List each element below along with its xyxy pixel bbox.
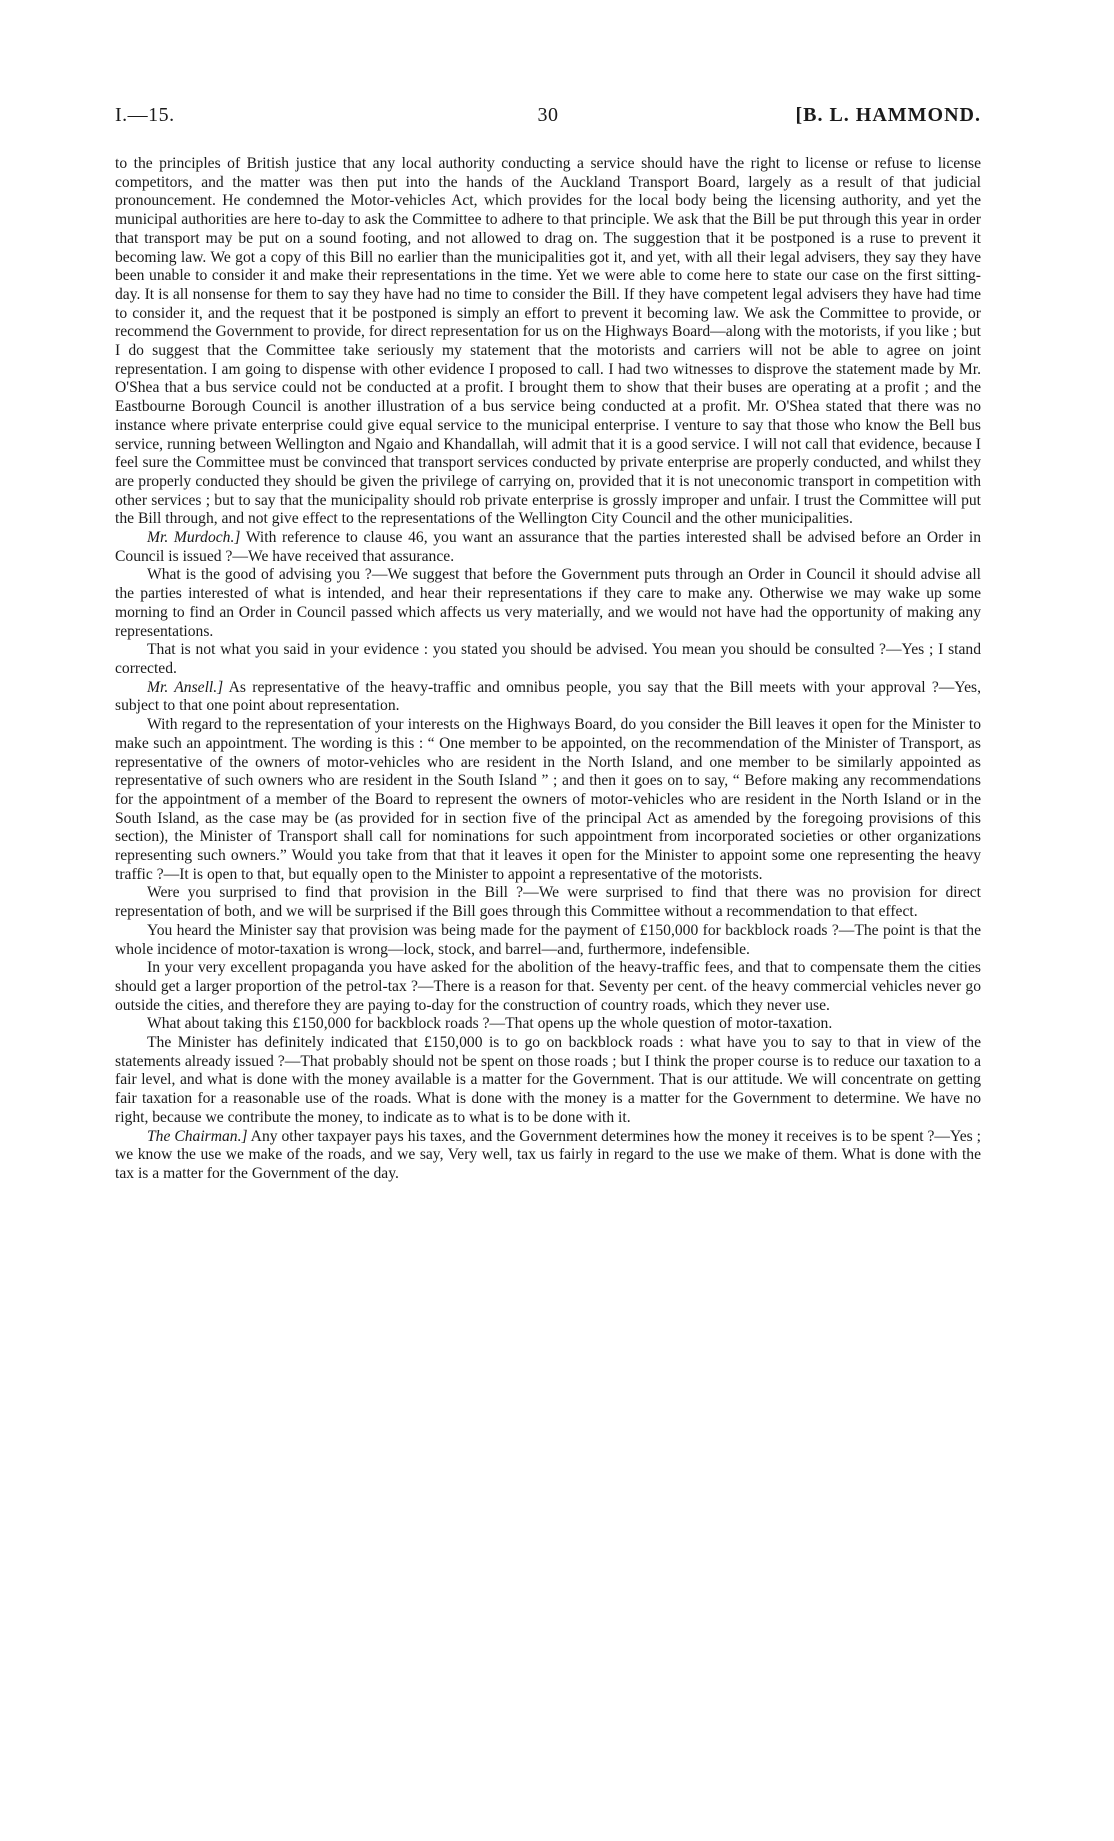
speaker-label: Mr. Murdoch.]: [147, 529, 241, 547]
paragraph-continuation: [115, 155, 981, 529]
paragraph: [115, 1034, 981, 1128]
paragraph: [115, 679, 981, 716]
paragraph: [115, 922, 981, 959]
paragraph: [115, 1128, 981, 1184]
speaker-label: The Chairman.]: [147, 1127, 248, 1145]
paragraph: [115, 529, 981, 566]
paragraph-text: What is the good of advising you ?—We suggest that before the Government puts through an Order in Council it should advise all the parties interested of what is intended, and hear their representations if they care to make any. Otherwise we may wake up some morning to find an Order in Council passed which affects us very materially, and we would not have had the opportunity of making any representations.: [115, 566, 981, 640]
paragraph-text: Any other taxpayer pays his taxes, and the Government determines how the money it receives is to be spent ?—Yes ; we know the use we make of the roads, and we say, Very well, tax us fairly in regard to the use we make of them. What is done with the tax is a matter for the Government of the day.: [115, 1127, 981, 1182]
paragraph: [115, 959, 981, 1015]
witness-name: [B. L. HAMMOND.: [795, 104, 981, 126]
parliamentary-paper-number: I.—15.: [115, 104, 175, 126]
running-header: [115, 104, 981, 134]
paragraph: [115, 641, 981, 678]
speaker-label: Mr. Ansell.]: [147, 678, 224, 696]
paragraph: [115, 716, 981, 884]
paragraph-text: With regard to the representation of your interests on the Highways Board, do you consider the Bill leaves it open for the Minister to make such an appointment. The wording is this : “ One member to be appointed, on the recommendation of the Minister of Transport, as representative of the owners of motor-vehicles who are resident in the North Island, and one member to be similarly appointed as representative of such owners who are resident in the South Island ” ; and then it goes on to say, “ Before making any recommendations for the appointment of a member of the Board to represent the owners of motor-vehicles who are resident in the North Island or in the South Island, as the case may be (as provided for in section five of the principal Act as amended by the foregoing provisions of this section), the Minister of Transport shall call for nominations for such appointment from incorporated societies or other organizations representing such owners.” Would you take from that that it leaves it open for the Minister to appoint some one representing the heavy traffic ?—It is open to that, but equally open to the Minister to appoint a representative of the motorists.: [115, 716, 981, 883]
paragraph: [115, 566, 981, 641]
paragraph: [115, 884, 981, 921]
paragraph-text: to the principles of British justice that any local authority conducting a service should have the right to license or refuse to license competitors, and the matter was then put into the hands of the Auckland Transport Board, largely as a result of that judicial pronouncement. He condemned the Motor-vehicles Act, which provides for the local body being the licensing authority, and yet the municipal authorities are here to-day to ask the Committee to adhere to that principle. We ask that the Bill be put through this year in order that transport may be put on a sound footing, and not allowed to drag on. The suggestion that it be postponed is a ruse to prevent it becoming law. We got a copy of this Bill no earlier than the municipalities got it, and yet, with all their legal advisers, they say they have been unable to consider it and make their representations in the time. Yet we were able to come here to state our case on the first sitting-day. It is all nonsense for them to say they have had no time to consider the Bill. If they have competent legal advisers they have had time to consider it, and the request that it be postponed is simply an effort to prevent it becoming law. We ask the Committee to provide, or recommend the Government to provide, for direct representation for us on the Highways Board—along with the motorists, if you like ; but I do suggest that the Committee take seriously my statement that the motorists and carriers will not be able to agree on joint representation. I am going to dispense with other evidence I proposed to call. I had two witnesses to disprove the statement made by Mr. O'Shea that a bus service could not be conducted at a profit. I brought them to show that their buses are operating at a profit ; and the Eastbourne Borough Council is another illustration of a bus service being conducted at a profit. Mr. O'Shea stated that there was no instance where private enterprise could give equal service to the municipal enterprise. I venture to say that those who know the Bell bus service, running between Wellington and Ngaio and Khandallah, will admit that it is a good service. I will not call that evidence, because I feel sure the Committee must be convinced that transport services conducted by private enterprise are properly conducted, and whilst they are properly conducted they should be given the privilege of carrying on, provided that it is not uneconomic transport in competition with other services ; but to say that the municipality should rob private enterprise is grossly improper and unfair. I trust the Committee will put the Bill through, and not give effect to the representations of the Wellington City Council and the other municipalities.: [115, 155, 981, 528]
paragraph-text: With reference to clause 46, you want an assurance that the parties interested shall be advised before an Order in Council is issued ?—We have received that assurance.: [115, 529, 981, 565]
page-number: 30: [537, 104, 559, 126]
paragraph-text: The Minister has definitely indicated that £150,000 is to go on backblock roads : what have you to say to that in view of the statements already issued ?—That probably should not be spent on those roads ; but I think the proper course is to reduce our taxation to a fair level, and what is done with the money available is a matter for the Government. That is our attitude. We will concentrate on getting fair taxation for a reasonable use of the roads. What is done with the money is a matter for the Government to determine. We have no right, because we contribute the money, to indicate as to what is to be done with it.: [115, 1034, 981, 1126]
paragraph-text: In your very excellent propaganda you have asked for the abolition of the heavy-traffic fees, and that to compensate them the cities should get a larger proportion of the petrol-tax ?—There is a reason for that. Seventy per cent. of the heavy commercial vehicles never go outside the cities, and therefore they are paying to-day for the construction of country roads, which they never use.: [115, 959, 981, 1014]
paragraph-text: Were you surprised to find that provision in the Bill ?—We were surprised to find that there was no provision for direct representation of both, and we will be surprised if the Bill goes through this Committee without a recommendation to that effect.: [115, 884, 981, 921]
paragraph-text: You heard the Minister say that provision was being made for the payment of £150,000 for backblock roads ?—The point is that the whole incidence of motor-taxation is wrong—lock, stock, and barrel—and, furthermore, indefensible.: [115, 921, 981, 958]
document-page: [115, 104, 981, 1184]
paragraph: [115, 1015, 981, 1034]
evidence-text: [115, 155, 981, 1184]
paragraph-text: What about taking this £150,000 for backblock roads ?—That opens up the whole question of motor-taxation.: [147, 1015, 833, 1033]
paragraph-text: That is not what you said in your evidence : you stated you should be advised. You mean you should be consulted ?—Yes ; I stand corrected.: [115, 641, 981, 677]
paragraph-text: As representative of the heavy-traffic and omnibus people, you say that the Bill meets with your approval ?—Yes, subject to that one point about representation.: [115, 678, 981, 715]
